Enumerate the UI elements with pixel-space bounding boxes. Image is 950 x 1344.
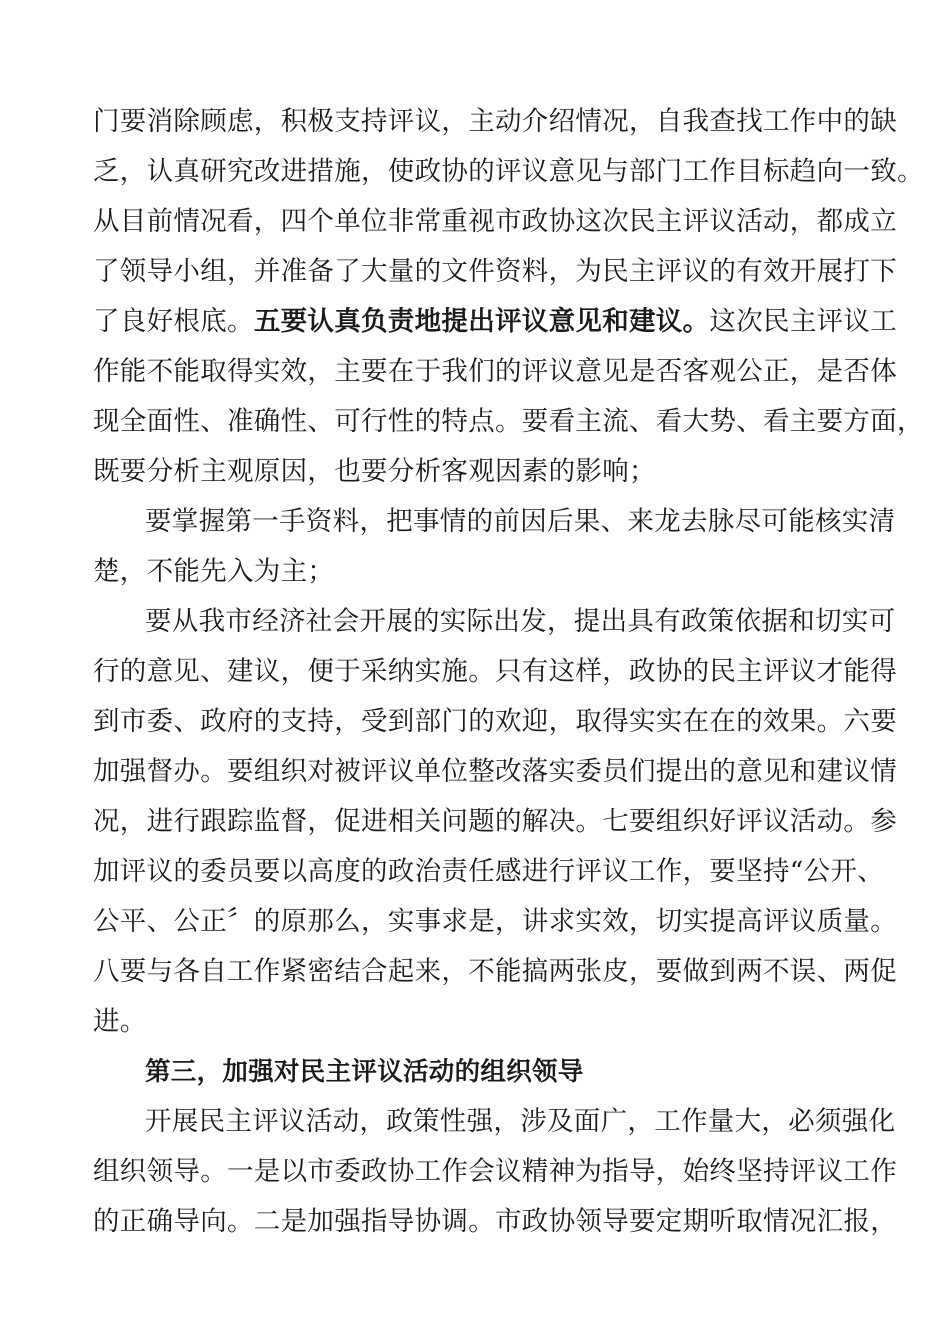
text-line: 加强督办。要组织对被评议单位整改落实委员们提出的意见和建议情 — [93, 756, 897, 787]
text-line — [93, 304, 897, 340]
text-line: 况，进行跟踪监督，促进相关问题的解决。七要组织好评议活动。参 — [93, 806, 897, 837]
text-line: 从目前情况看，四个单位非常重视市政协这次民主评议活动，都成立 — [93, 206, 897, 237]
text-line: 既要分析主观原因，也要分析客观因素的影响； — [93, 456, 656, 487]
text-line: 进。 — [93, 1006, 147, 1037]
text-line: 了领导小组，并准备了大量的文件资料，为民主评议的有效开展打下 — [93, 256, 897, 287]
text-line: 加评议的委员要以高度的政治责任感进行评议工作，要坚持“公开、 — [93, 856, 885, 887]
text-line: 要从我市经济社会开展的实际出发，提出具有政策依据和切实可 — [145, 606, 896, 637]
text-line: 开展民主评议活动，政策性强，涉及面广，工作量大，必须强化 — [145, 1106, 896, 1137]
text-line: 的正确导向。二是加强指导协调。市政协领导要定期听取情况汇报， — [93, 1206, 897, 1237]
text-line: 要掌握第一手资料，把事情的前因后果、来龙去脉尽可能核实清 — [145, 506, 896, 537]
text-line: 楚，不能先入为主； — [93, 556, 335, 587]
text-run: 了良好根底。 — [93, 306, 254, 337]
text-line: 八要与各自工作紧密结合起来，不能搞两张皮，要做到两不误、两促 — [93, 956, 897, 987]
text-line: 组织领导。一是以市委政协工作会议精神为指导，始终坚持评议工作 — [93, 1156, 897, 1187]
section-heading: 第三，加强对民主评议活动的组织领导 — [145, 1057, 584, 1087]
text-line: 门要消除顾虑，积极支持评议，主动介绍情况，自我查找工作中的缺 — [93, 106, 897, 137]
bold-text-run: 五要认真负责地提出评议意见和建议。 — [253, 306, 710, 337]
text-run: 这次民主评议工 — [709, 306, 898, 337]
text-line: 乏，认真研究改进措施，使政协的评议意见与部门工作目标趋向一致。 — [93, 156, 924, 187]
text-line: 行的意见、建议，便于采纳实施。只有这样，政协的民主评议才能得 — [93, 656, 897, 687]
text-line: 现全面性、准确性、可行性的特点。要看主流、看大势、看主要方面， — [93, 406, 924, 437]
text-line: 作能不能取得实效，主要在于我们的评议意见是否客观公正，是否体 — [93, 356, 897, 387]
text-line: 到市委、政府的支持，受到部门的欢迎，取得实实在在的效果。六要 — [93, 706, 897, 737]
text-line: 公平、公正〞的原那么，实事求是，讲求实效，切实提高评议质量。 — [93, 906, 897, 937]
